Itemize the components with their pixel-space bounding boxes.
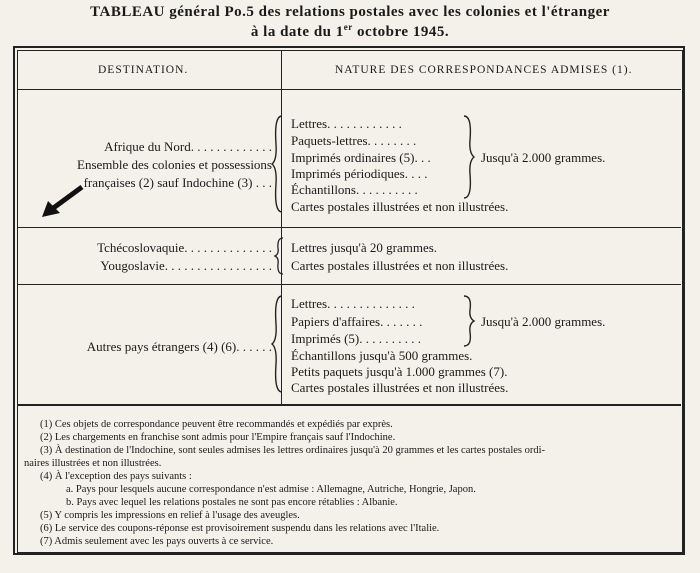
dest-afrique-nord: Afrique du Nord. . . . . . . . . . . . . xyxy=(104,139,272,154)
s3-petits-paquets: Petits paquets jusqu'à 1.000 grammes (7). xyxy=(291,364,508,379)
section1-left-brace xyxy=(270,114,284,214)
table-title: TABLEAU général Po.5 des relations postales avec les colonies et l'étranger xyxy=(90,4,610,20)
s2-item-lettres: Lettres jusqu'à 20 grammes. xyxy=(291,240,438,255)
section3-right-brace xyxy=(462,294,476,348)
dest-autres-pays: Autres pays étrangers (4) (6). . . . . . xyxy=(86,339,272,354)
s3-cards: Cartes postales illustrées et non illustrées. xyxy=(291,380,509,395)
arrow-icon xyxy=(38,183,88,219)
s3-item-imprimes: Imprimés (5). . . . . . . . . . xyxy=(291,331,421,346)
section1-divider xyxy=(17,227,681,228)
date-prefix: à la date du 1 xyxy=(250,24,344,40)
note-6: (6) Le service des coupons-réponse est provisoirement suspendu dans les relations avec l'Italie. xyxy=(40,523,440,534)
note-2: (2) Les chargements en franchise sont admis pour l'Empire français sauf l'Indochine. xyxy=(40,432,396,443)
dest-yougoslavie: Yougoslavie. . . . . . . . . . . . . . . . . xyxy=(100,258,272,273)
note-3: (3) À destination de l'Indochine, sont seules admises les lettres ordinaires jusqu'à 20 grammes et les cartes postales ordi- xyxy=(40,445,546,456)
section2-divider xyxy=(17,284,681,285)
s3-limit: Jusqu'à 2.000 grammes. xyxy=(481,314,606,329)
s3-item-lettres: Lettres. . . . . . . . . . . . . . xyxy=(291,296,415,311)
header-destination: DESTINATION. xyxy=(98,64,189,76)
section1-right-brace xyxy=(462,114,476,200)
notes-divider xyxy=(17,404,681,406)
section2-brace xyxy=(273,236,285,276)
table-date xyxy=(0,22,700,41)
s1-item-imprimes: Imprimés ordinaires (5). . . xyxy=(291,150,431,165)
header-divider xyxy=(17,89,681,90)
note-4: (4) À l'exception des pays suivants : xyxy=(40,471,192,482)
s1-item-lettres: Lettres. . . . . . . . . . . . xyxy=(291,116,402,131)
dest-tchecoslovaquie: Tchécoslovaquie. . . . . . . . . . . . . . xyxy=(97,240,272,255)
dest-colonies: Ensemble des colonies et possessions xyxy=(77,157,272,172)
s1-item-paquets: Paquets-lettres. . . . . . . . xyxy=(291,133,417,148)
s1-item-echantillons: Échantillons. . . . . . . . . . xyxy=(291,182,418,197)
date-suffix: octobre 1945. xyxy=(352,24,450,40)
s3-echantillons: Échantillons jusqu'à 500 grammes. xyxy=(291,348,473,363)
note-3-continued: naires illustrées et non illustrées. xyxy=(24,458,162,469)
date-superscript: er xyxy=(343,22,353,32)
note-7: (7) Admis seulement avec les pays ouverts à ce service. xyxy=(40,536,274,547)
s1-item-periodiques: Imprimés périodiques. . . . xyxy=(291,166,428,181)
s1-cards: Cartes postales illustrées et non illustrées. xyxy=(291,199,509,214)
s1-limit: Jusqu'à 2.000 grammes. xyxy=(481,150,606,165)
dest-francaises: françaises (2) sauf Indochine (3) . . . xyxy=(83,175,272,190)
note-4b: b. Pays avec lequel les relations postales ne sont pas encore rétablies : Albanie. xyxy=(66,497,398,508)
note-1: (1) Ces objets de correspondance peuvent être recommandés et expédiés par exprès. xyxy=(40,419,393,430)
s3-item-papiers: Papiers d'affaires. . . . . . . xyxy=(291,314,423,329)
note-4a: a. Pays pour lesquels aucune correspondance n'est admise : Allemagne, Autriche, Hongrie, Japon. xyxy=(66,484,476,495)
header-nature: NATURE DES CORRESPONDANCES ADMISES (1). xyxy=(335,64,633,76)
s2-item-cards: Cartes postales illustrées et non illustrées. xyxy=(291,258,509,273)
note-5: (5) Y compris les impressions en relief à l'usage des aveugles. xyxy=(40,510,300,521)
section3-left-brace xyxy=(270,294,284,394)
